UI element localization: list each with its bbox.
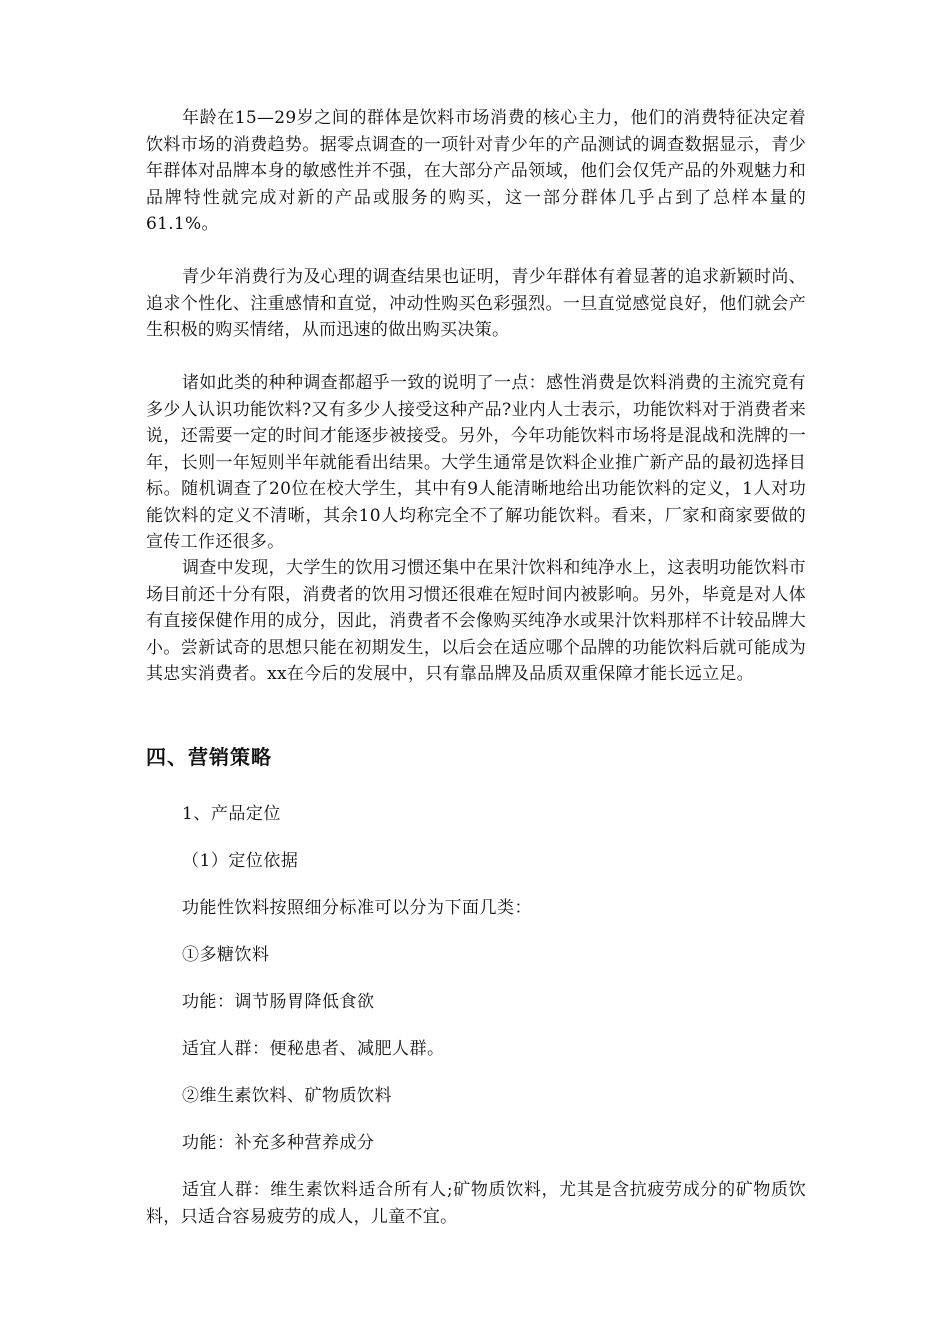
paragraph-student-habits: 调查中发现，大学生的饮用习惯还集中在果汁饮料和纯净水上，这表明功能饮料市场目前还十分有限，消费者的饮用习惯还很难在短时间内被影响。另外，毕竟是对人体有直接保健作用的成分，因此，消费者不会像购买纯净水或果汁饮料那样不计较品牌大小。尝新试奇的思想只能在初期发生，以后会在适应哪个品牌的功能饮料后就可能成为其忠实消费者。xx在今后的发展中，只有靠品牌及品质双重保障才能长远立足。	[146, 558, 806, 684]
category-function: 功能：调节肠胃降低食欲	[182, 992, 375, 1012]
paragraph-youth-behavior: 青少年消费行为及心理的调查结果也证明，青少年群体有着显著的追求新颖时尚、追求个性化、注重感情和直觉，冲动性购买色彩强烈。一旦直觉感觉良好，他们就会产生积极的购买情绪，从而迅速的做出购买决策。	[146, 267, 806, 340]
category-name: ①多糖饮料	[182, 945, 270, 965]
category-name: ②维生素饮料、矿物质饮料	[182, 1086, 392, 1106]
category-audience: 适宜人群：便秘患者、减肥人群。	[182, 1039, 445, 1059]
intro-line: 功能性饮料按照细分标准可以分为下面几类：	[182, 898, 532, 918]
paragraph-youth-core-consumers: 年龄在15—29岁之间的群体是饮料市场消费的核心主力，他们的消费特征决定着饮料市场的消费趋势。据零点调查的一项针对青少年的产品测试的调查数据显示，青少年群体对品牌本身的敏感性并不强，在大部分产品领域，他们会仅凭产品的外观魅力和品牌特性就完成对新的产品或服务的购买，这一部分群体几乎占到了总样本量的61.1%。	[146, 108, 806, 234]
category-audience: 适宜人群：维生素饮料适合所有人;矿物质饮料，尤其是含抗疲劳成分的矿物质饮料，只适合容易疲劳的成人，儿童不宜。	[146, 1180, 806, 1227]
section-heading: 四、营销策略	[146, 745, 272, 769]
subsection-title: 1、产品定位	[182, 804, 281, 824]
category-function: 功能：补充多种营养成分	[182, 1133, 375, 1153]
paragraph-emotional-consumption: 诸如此类的种种调查都超乎一致的说明了一点：感性消费是饮料消费的主流究竟有多少人认识功能饮料?又有多少人接受这种产品?业内人士表示，功能饮料对于消费者来说，还需要一定的时间才能逐步被接受。另外，今年功能饮料市场将是混战和洗牌的一年，长则一年短则半年就能看出结果。大学生通常是饮料企业推广新产品的最初选择目标。随机调查了20位在校大学生，其中有9人能清晰地给出功能饮料的定义，1人对功能饮料的定义不清晰，其余10人均称完全不了解功能饮料。看来，厂家和商家要做的宣传工作还很多。	[146, 373, 806, 552]
sub-subsection-title: （1）定位依据	[182, 851, 299, 871]
